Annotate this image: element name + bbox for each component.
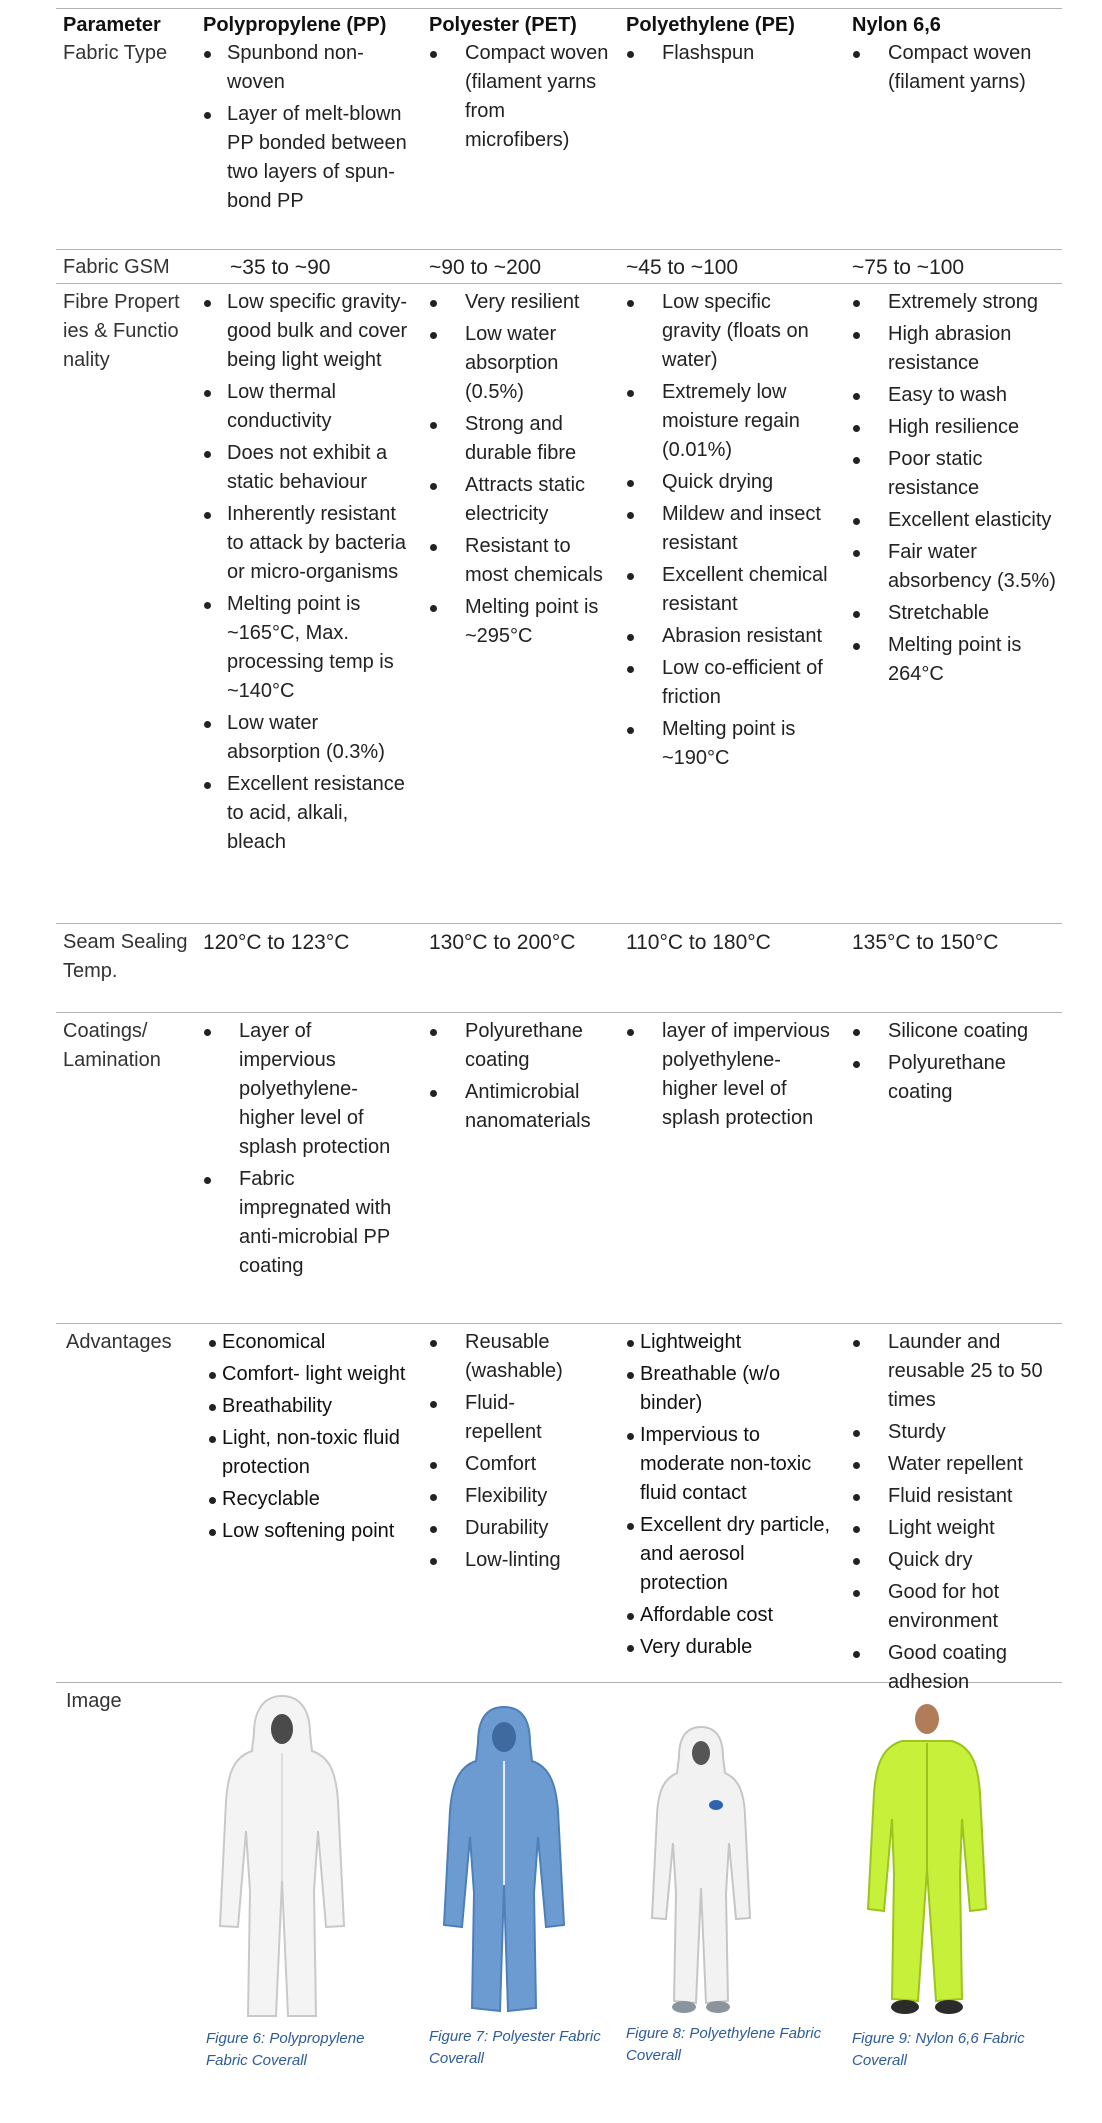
- list-item: Impervious to moderate non-toxic fluid contact: [626, 1421, 831, 1508]
- header-parameter: Parameter: [63, 14, 161, 36]
- list-item: Low thermal conductivity: [203, 378, 408, 436]
- list-item: Low specific gravity- good bulk and cover being light weight: [203, 288, 408, 375]
- list-pe: [626, 288, 831, 776]
- list-item: Very resilient: [429, 288, 609, 317]
- pet-coverall-image: [434, 1703, 574, 2023]
- list-item: Fair water absorbency (3.5%): [852, 538, 1062, 596]
- list-pet: [429, 1017, 609, 1139]
- list-item: Mildew and insect resistant: [626, 500, 831, 558]
- list-item: Compact woven (filament yarns): [852, 39, 1062, 97]
- list-item: Economical: [208, 1328, 413, 1357]
- list-item: Layer of impervious polyethylene- higher level of splash protection: [203, 1017, 408, 1162]
- list-item: Good for hot environment: [852, 1578, 1062, 1636]
- list-item: Fabric impregnated with anti-microbial PP coating: [203, 1165, 408, 1281]
- list-nylon: [852, 1017, 1062, 1110]
- list-item: Quick drying: [626, 468, 831, 497]
- list-item: Low co-efficient of friction: [626, 654, 831, 712]
- list-pet: [429, 1328, 579, 1578]
- list-item: Excellent chemical resistant: [626, 561, 831, 619]
- nylon-coverall-image: [862, 1699, 992, 2029]
- list-item: Resistant to most chemicals: [429, 532, 609, 590]
- seam-pe: 110°C to 180°C: [626, 931, 771, 954]
- list-item: Excellent elasticity: [852, 506, 1062, 535]
- list-item: layer of impervious polyethylene- higher level of splash protection: [626, 1017, 831, 1133]
- list-item: Fluid-repellent: [429, 1389, 579, 1447]
- row-label: Advantages: [66, 1331, 172, 1353]
- list-item: Quick dry: [852, 1546, 1062, 1575]
- list-pe: [626, 39, 831, 71]
- header-pp: Polypropylene (PP): [203, 14, 387, 36]
- list-item: Compact woven (filament yarns from microfibers): [429, 39, 609, 155]
- row-label: Seam Sealing Temp.: [63, 931, 188, 982]
- list-item: Poor static resistance: [852, 445, 1062, 503]
- row-coatings: [56, 1013, 1062, 1323]
- list-item: Affordable cost: [626, 1601, 831, 1630]
- list-nylon: [852, 1328, 1062, 1700]
- pe-coverall-image: [646, 1723, 756, 2023]
- list-item: Inherently resistant to attack by bacteria or micro-organisms: [203, 500, 408, 587]
- list-item: Stretchable: [852, 599, 1062, 628]
- figure-caption-pe: Figure 8: Polyethylene Fabric Coverall: [626, 2025, 822, 2064]
- list-pet: [429, 288, 609, 654]
- list-pp: [203, 39, 408, 219]
- figure-caption-pp: Figure 6: Polypropylene Fabric Coverall: [206, 2030, 365, 2069]
- list-item: Flashspun: [626, 39, 831, 68]
- list-item: Strong and durable fibre: [429, 410, 609, 468]
- list-item: Light, non-toxic fluid protection: [208, 1424, 413, 1482]
- list-item: Abrasion resistant: [626, 622, 831, 651]
- list-item: Melting point is ~190°C: [626, 715, 831, 773]
- list-item: Extremely low moisture regain (0.01%): [626, 378, 831, 465]
- gsm-pet: ~90 to ~200: [429, 256, 542, 279]
- list-nylon: [852, 288, 1062, 692]
- list-pet: [429, 39, 609, 158]
- list-pp: [203, 288, 408, 860]
- list-item: Reusable (washable): [429, 1328, 579, 1386]
- row-label: Fabric Type: [63, 42, 168, 64]
- list-item: Lightweight: [626, 1328, 831, 1357]
- header-row: [56, 9, 1062, 35]
- list-item: Melting point is ~165°C, Max. processing temp is ~140°C: [203, 590, 408, 706]
- list-item: Low specific gravity (floats on water): [626, 288, 831, 375]
- row-images: [56, 1683, 1062, 2083]
- list-item: High resilience: [852, 413, 1062, 442]
- gsm-nylon: ~75 to ~100: [852, 256, 965, 279]
- list-item: Launder and reusable 25 to 50 times: [852, 1328, 1062, 1415]
- list-item: Sturdy: [852, 1418, 1062, 1447]
- list-item: Low-linting: [429, 1546, 579, 1575]
- gsm-pe: ~45 to ~100: [626, 256, 739, 279]
- header-pet: Polyester (PET): [429, 14, 577, 36]
- row-seam-sealing: [56, 924, 1062, 1012]
- list-item: Melting point is 264°C: [852, 631, 1062, 689]
- list-item: Silicone coating: [852, 1017, 1062, 1046]
- row-label: Fibre Properties & Functionality: [63, 291, 180, 371]
- list-item: Comfort: [429, 1450, 579, 1479]
- row-fabric-type: [56, 35, 1062, 249]
- list-nylon: [852, 39, 1062, 100]
- list-item: Low water absorption (0.5%): [429, 320, 609, 407]
- list-pe: [626, 1328, 831, 1665]
- row-fibre-properties: [56, 284, 1062, 923]
- row-label: Fabric GSM: [63, 256, 170, 278]
- row-label: Image: [66, 1690, 122, 1712]
- list-item: Water repellent: [852, 1450, 1062, 1479]
- list-item: Fluid resistant: [852, 1482, 1062, 1511]
- header-pe: Polyethylene (PE): [626, 14, 795, 36]
- list-pp: [208, 1328, 413, 1549]
- list-item: Good coating adhesion: [852, 1639, 1062, 1697]
- pp-coverall-image: [212, 1691, 352, 2026]
- list-item: Antimicrobial nanomaterials: [429, 1078, 609, 1136]
- row-label: Coatings/ Lamination: [63, 1020, 161, 1071]
- list-item: Light weight: [852, 1514, 1062, 1543]
- list-item: High abrasion resistance: [852, 320, 1062, 378]
- list-item: Very durable: [626, 1633, 831, 1662]
- seam-nylon: 135°C to 150°C: [852, 931, 999, 954]
- list-item: Attracts static electricity: [429, 471, 609, 529]
- list-pp: [203, 1017, 408, 1284]
- list-item: Flexibility: [429, 1482, 579, 1511]
- list-item: Excellent resistance to acid, alkali, bleach: [203, 770, 408, 857]
- list-pe: [626, 1017, 831, 1136]
- list-item: Excellent dry particle, and aerosol protection: [626, 1511, 831, 1598]
- figure-caption-pet: Figure 7: Polyester Fabric Coverall: [429, 2028, 601, 2067]
- gsm-pp: ~35 to ~90: [230, 256, 331, 279]
- row-advantages: [56, 1324, 1062, 1693]
- list-item: Polyurethane coating: [429, 1017, 609, 1075]
- list-item: Breathable (w/o binder): [626, 1360, 831, 1418]
- list-item: Extremely strong: [852, 288, 1062, 317]
- list-item: Breathability: [208, 1392, 413, 1421]
- list-item: Polyurethane coating: [852, 1049, 1062, 1107]
- list-item: Low water absorption (0.3%): [203, 709, 408, 767]
- list-item: Melting point is ~295°C: [429, 593, 609, 651]
- list-item: Layer of melt-blown PP bonded between two layers of spun-bond PP: [203, 100, 408, 216]
- seam-pet: 130°C to 200°C: [429, 931, 576, 954]
- list-item: Easy to wash: [852, 381, 1062, 410]
- comparison-table: [56, 8, 1062, 2083]
- list-item: Spunbond non-woven: [203, 39, 408, 97]
- header-nylon: Nylon 6,6: [852, 14, 941, 36]
- list-item: Recyclable: [208, 1485, 413, 1514]
- list-item: Comfort- light weight: [208, 1360, 413, 1389]
- seam-pp: 120°C to 123°C: [203, 931, 350, 954]
- list-item: Does not exhibit a static behaviour: [203, 439, 408, 497]
- row-fabric-gsm: [56, 250, 1062, 283]
- list-item: Durability: [429, 1514, 579, 1543]
- figure-caption-nylon: Figure 9: Nylon 6,6 Fabric Coverall: [852, 2030, 1025, 2069]
- list-item: Low softening point: [208, 1517, 413, 1546]
